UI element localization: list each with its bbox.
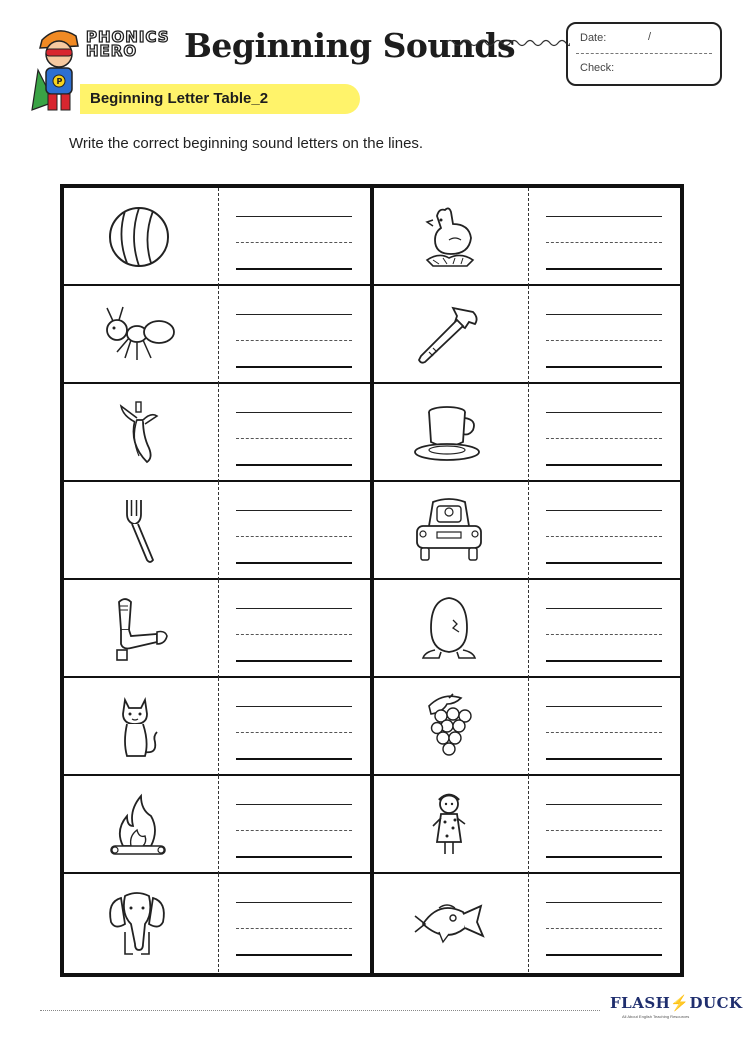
picture-cell bbox=[374, 188, 524, 286]
picture-cell bbox=[64, 482, 214, 580]
base-line bbox=[236, 562, 352, 564]
footer-divider bbox=[40, 1010, 600, 1011]
cell-separator bbox=[218, 874, 219, 972]
svg-text:P: P bbox=[56, 77, 63, 86]
top-line bbox=[236, 608, 352, 609]
writing-lines[interactable] bbox=[546, 580, 664, 678]
mid-line bbox=[546, 536, 662, 537]
hammer-icon bbox=[409, 300, 489, 370]
mid-line bbox=[546, 438, 662, 439]
fork-icon bbox=[99, 496, 179, 566]
top-line bbox=[236, 510, 352, 511]
top-line bbox=[546, 902, 662, 903]
fish-icon bbox=[409, 888, 489, 958]
base-line bbox=[546, 562, 662, 564]
date-divider bbox=[576, 53, 712, 54]
top-line bbox=[546, 412, 662, 413]
writing-lines[interactable] bbox=[236, 286, 354, 384]
writing-lines[interactable] bbox=[236, 482, 354, 580]
brand-logo bbox=[610, 994, 743, 1012]
fire-icon bbox=[99, 790, 179, 860]
hen-icon bbox=[409, 202, 489, 272]
table-row bbox=[374, 188, 680, 286]
picture-cell bbox=[374, 874, 524, 972]
mid-line bbox=[236, 634, 352, 635]
table-row bbox=[374, 776, 680, 874]
mid-line bbox=[546, 634, 662, 635]
picture-cell bbox=[374, 384, 524, 482]
cat-icon bbox=[99, 692, 179, 762]
base-line bbox=[236, 758, 352, 760]
table-row bbox=[64, 286, 370, 384]
writing-lines[interactable] bbox=[236, 678, 354, 776]
cell-separator bbox=[528, 188, 529, 286]
base-line bbox=[236, 856, 352, 858]
writing-lines[interactable] bbox=[236, 580, 354, 678]
table-row bbox=[64, 580, 370, 678]
table-row bbox=[64, 482, 370, 580]
table-row bbox=[64, 678, 370, 776]
writing-lines[interactable] bbox=[236, 874, 354, 972]
writing-lines[interactable] bbox=[546, 482, 664, 580]
base-line bbox=[236, 660, 352, 662]
cell-separator bbox=[528, 384, 529, 482]
logo-line-2: HERO bbox=[86, 42, 138, 60]
table-row bbox=[64, 874, 370, 972]
cell-separator bbox=[528, 286, 529, 384]
brand-right: DUCK bbox=[689, 994, 743, 1012]
ant-icon bbox=[99, 300, 179, 370]
base-line bbox=[546, 758, 662, 760]
picture-cell bbox=[374, 776, 524, 874]
top-line bbox=[236, 314, 352, 315]
logo bbox=[86, 30, 182, 58]
top-line bbox=[546, 314, 662, 315]
base-line bbox=[546, 660, 662, 662]
writing-lines[interactable] bbox=[546, 678, 664, 776]
mid-line bbox=[546, 830, 662, 831]
cell-separator bbox=[528, 776, 529, 874]
arm-icon bbox=[99, 594, 179, 664]
brand-left: FLASH bbox=[610, 994, 671, 1012]
mid-line bbox=[546, 340, 662, 341]
picture-cell bbox=[64, 188, 214, 286]
writing-lines[interactable] bbox=[236, 776, 354, 874]
top-line bbox=[546, 510, 662, 511]
mid-line bbox=[546, 242, 662, 243]
picture-cell bbox=[374, 286, 524, 384]
base-line bbox=[546, 268, 662, 270]
table-row bbox=[64, 384, 370, 482]
instruction-text: Write the correct beginning sound letters on the lines. bbox=[69, 135, 424, 152]
base-line bbox=[236, 954, 352, 956]
picture-cell bbox=[64, 384, 214, 482]
cell-separator bbox=[218, 286, 219, 384]
cell-separator bbox=[218, 188, 219, 286]
writing-lines[interactable] bbox=[546, 384, 664, 482]
top-line bbox=[546, 608, 662, 609]
writing-lines[interactable] bbox=[236, 384, 354, 482]
wavy-line-icon bbox=[446, 36, 570, 50]
writing-lines[interactable] bbox=[546, 286, 664, 384]
cell-separator bbox=[528, 678, 529, 776]
picture-cell bbox=[374, 678, 524, 776]
cell-separator bbox=[218, 678, 219, 776]
table-row bbox=[64, 776, 370, 874]
table-row bbox=[374, 286, 680, 384]
writing-lines[interactable] bbox=[546, 776, 664, 874]
mid-line bbox=[236, 928, 352, 929]
top-line bbox=[236, 216, 352, 217]
mid-line bbox=[236, 732, 352, 733]
top-line bbox=[546, 216, 662, 217]
picture-cell bbox=[374, 482, 524, 580]
subtitle: Beginning Letter Table_2 bbox=[90, 90, 269, 107]
top-line bbox=[236, 804, 352, 805]
writing-lines[interactable] bbox=[546, 874, 664, 972]
date-label: Date: bbox=[580, 32, 607, 44]
right-column bbox=[374, 188, 680, 973]
picture-cell bbox=[64, 580, 214, 678]
cell-separator bbox=[528, 580, 529, 678]
car-icon bbox=[409, 496, 489, 566]
writing-lines[interactable] bbox=[236, 188, 354, 286]
check-label: Check: bbox=[580, 62, 615, 74]
mid-line bbox=[546, 928, 662, 929]
ball-icon bbox=[99, 202, 179, 272]
lightning-bolt-icon: ⚡ bbox=[670, 994, 690, 1012]
cup-icon bbox=[409, 398, 489, 468]
egg-icon bbox=[409, 594, 489, 664]
mid-line bbox=[236, 830, 352, 831]
base-line bbox=[236, 366, 352, 368]
base-line bbox=[236, 268, 352, 270]
date-slash: / bbox=[648, 31, 652, 43]
top-line bbox=[236, 902, 352, 903]
writing-lines[interactable] bbox=[546, 188, 664, 286]
base-line bbox=[236, 464, 352, 466]
brand-tagline: All About English Teaching Resources bbox=[622, 1014, 690, 1019]
mid-line bbox=[236, 242, 352, 243]
base-line bbox=[546, 464, 662, 466]
date-check-box bbox=[566, 22, 722, 86]
top-line bbox=[546, 706, 662, 707]
picture-cell bbox=[64, 286, 214, 384]
top-line bbox=[546, 804, 662, 805]
picture-cell bbox=[64, 776, 214, 874]
cell-separator bbox=[218, 580, 219, 678]
cell-separator bbox=[218, 776, 219, 874]
table-row bbox=[374, 384, 680, 482]
mid-line bbox=[236, 438, 352, 439]
mid-line bbox=[236, 536, 352, 537]
table-row bbox=[374, 580, 680, 678]
table-row bbox=[374, 678, 680, 776]
grapes-icon bbox=[409, 692, 489, 762]
mid-line bbox=[236, 340, 352, 341]
left-column bbox=[64, 188, 370, 973]
table-row bbox=[64, 188, 370, 286]
banana-icon bbox=[99, 398, 179, 468]
picture-cell bbox=[374, 580, 524, 678]
cell-separator bbox=[218, 482, 219, 580]
beginning-letter-table bbox=[60, 184, 684, 977]
base-line bbox=[546, 366, 662, 368]
base-line bbox=[546, 856, 662, 858]
cell-separator bbox=[218, 384, 219, 482]
cell-separator bbox=[528, 874, 529, 972]
top-line bbox=[236, 706, 352, 707]
top-line bbox=[236, 412, 352, 413]
girl-icon bbox=[409, 790, 489, 860]
cell-separator bbox=[528, 482, 529, 580]
table-row bbox=[374, 874, 680, 972]
elephant-icon bbox=[99, 888, 179, 958]
mid-line bbox=[546, 732, 662, 733]
base-line bbox=[546, 954, 662, 956]
page-title: Beginning Sounds bbox=[184, 26, 516, 65]
table-row bbox=[374, 482, 680, 580]
picture-cell bbox=[64, 678, 214, 776]
picture-cell bbox=[64, 874, 214, 972]
logo-line-1: PHONICS bbox=[86, 28, 170, 46]
